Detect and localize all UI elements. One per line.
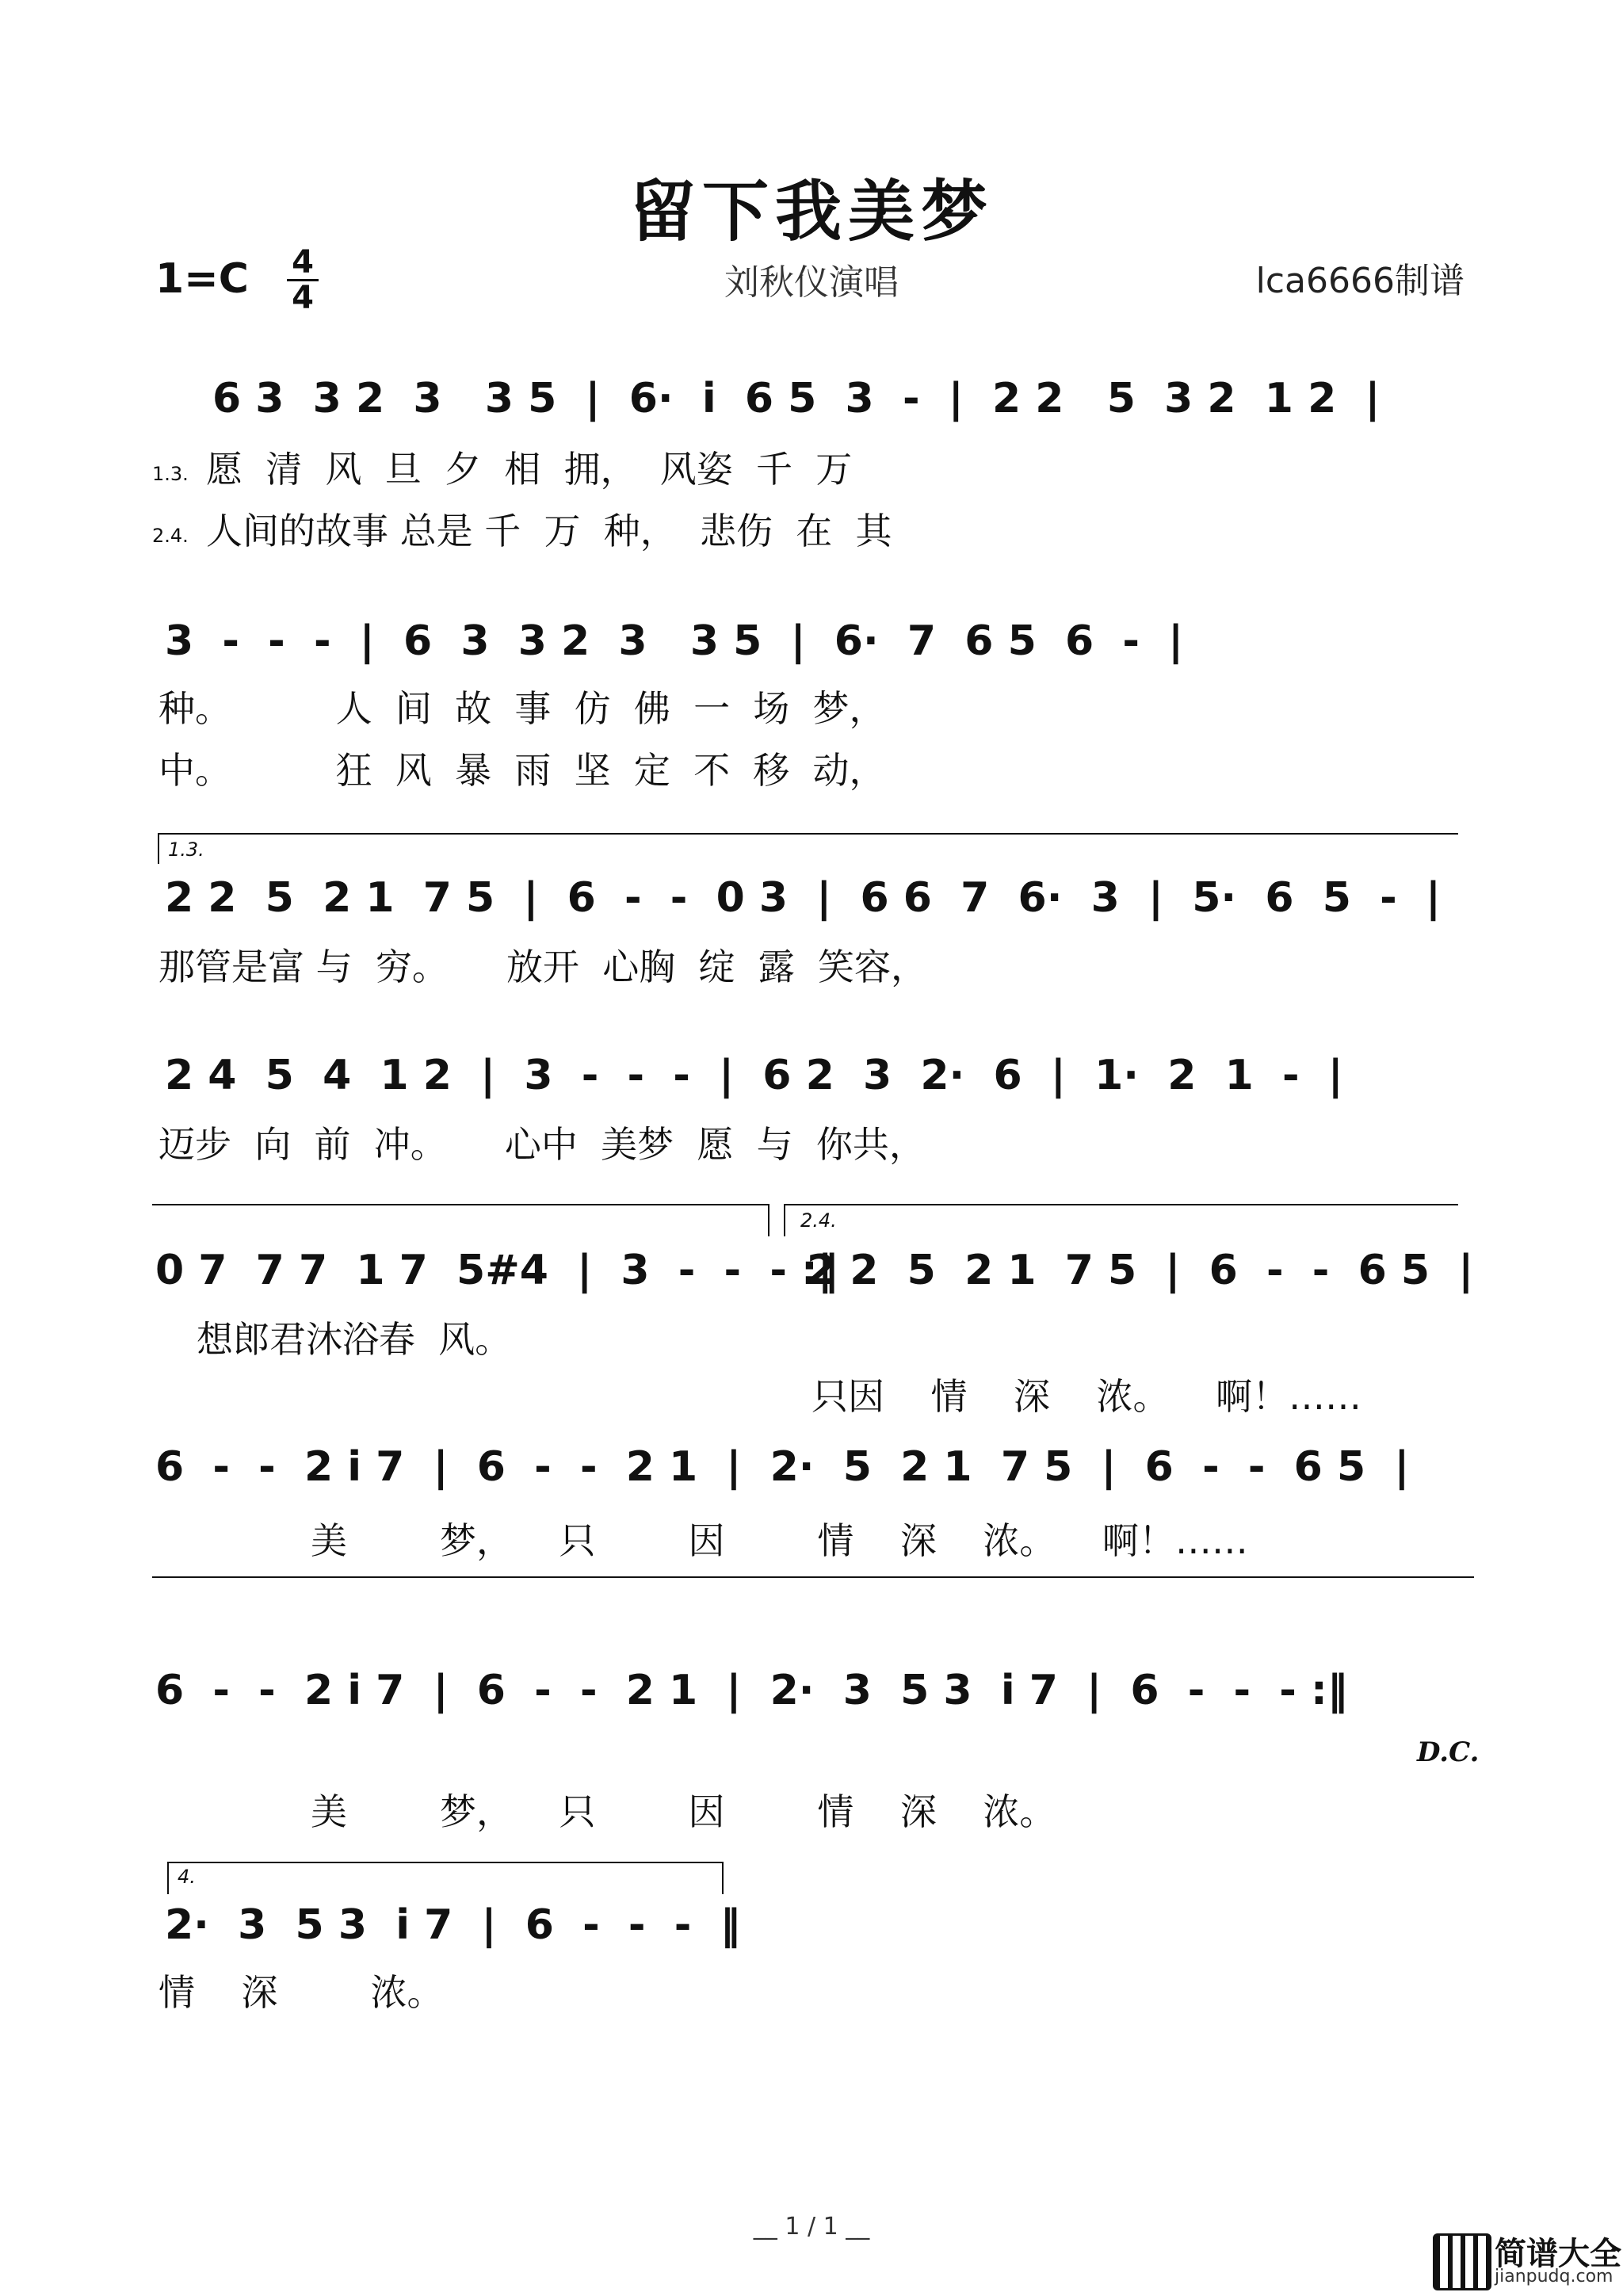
line1-lyrics-a: 愿 清 风 旦 夕 相 拥， 风姿 千 万 bbox=[206, 448, 853, 491]
key-signature: 1=C bbox=[155, 255, 249, 303]
site-logo[interactable] bbox=[1426, 2229, 1621, 2292]
line2-lyrics-a: 种。 人 间 故 事 仿 佛 一 场 梦， bbox=[158, 687, 886, 730]
volta-2-4-label: 2.4. bbox=[800, 1209, 837, 1232]
line8-notes: 2· 3 5 3 i 7 | 6 - - - ‖ bbox=[165, 1901, 741, 1949]
dc-marker: D.C. bbox=[1417, 1736, 1480, 1768]
logo-text: 简谱大全 bbox=[1495, 2236, 1621, 2272]
volta-1-3-bracket bbox=[158, 834, 1458, 864]
time-signature-top: 4 bbox=[292, 244, 314, 281]
line6-lyrics: 美 梦， 只 因 情 深 浓。 啊！…… bbox=[311, 1519, 1248, 1562]
line2-lyrics-b: 中。 狂 风 暴 雨 坚 定 不 移 动， bbox=[158, 749, 886, 792]
line5-lyrics-right: 只因 情 深 浓。 啊！…… bbox=[812, 1375, 1361, 1418]
line7-notes: 6 - - 2 i 7 | 6 - - 2 1 | 2· 3 5 3 i 7 | 6 - - - :‖ bbox=[155, 1667, 1348, 1714]
arranger-credit: lca6666制谱 bbox=[1255, 261, 1465, 301]
time-signature-bottom: 4 bbox=[292, 280, 314, 316]
line3-lyrics: 那管是富 与 穷。 放开 心胸 绽 露 笑容， bbox=[158, 946, 927, 988]
piano-keys-icon bbox=[1433, 2233, 1491, 2290]
line2-notes: 3 - - - | 6 3 3 2 3 3 5 | 6· 7 6 5 6 - | bbox=[165, 617, 1184, 665]
line1-lyrics-b: 人间的故事 总是 千 万 种， 悲伤 在 其 bbox=[206, 510, 892, 552]
volta-2-4-bracket bbox=[785, 1205, 1458, 1236]
volta-repeat-bracket bbox=[152, 1205, 769, 1236]
song-title: 留下我美梦 bbox=[628, 172, 994, 250]
volta-1-3-label: 1.3. bbox=[168, 839, 204, 861]
line8-lyrics: 情 深 浓。 bbox=[158, 1971, 444, 2014]
line5-notes: 0 7 7 7 1 7 5#4 | 3 - - - :‖ bbox=[155, 1247, 838, 1294]
logo-url: jianpudq.com bbox=[1495, 2267, 1613, 2286]
volta-4-bracket bbox=[168, 1862, 723, 1894]
line7-lyrics: 美 梦， 只 因 情 深 浓。 bbox=[311, 1790, 1056, 1833]
line6-notes: 6 - - 2 i 7 | 6 - - 2 1 | 2· 5 2 1 7 5 | 6 - - 6 5 | bbox=[155, 1443, 1410, 1491]
volta-4-label: 4. bbox=[178, 1866, 196, 1888]
singer-credit: 刘秋仪演唱 bbox=[724, 262, 899, 303]
line5-lyrics: 想郎君沐浴春 风。 bbox=[197, 1318, 512, 1361]
line4-notes: 2 4 5 4 1 2 | 3 - - - | 6 2 3 2· 6 | 1· 2 1 - | bbox=[165, 1052, 1343, 1099]
line3-notes: 2 2 5 2 1 7 5 | 6 - - 0 3 | 6 6 7 6· 3 | 5· 6 5 - | bbox=[165, 874, 1441, 922]
line4-lyrics: 迈步 向 前 冲。 心中 美梦 愿 与 你共， bbox=[158, 1123, 926, 1166]
page-number: __ 1 / 1 __ bbox=[753, 2213, 870, 2241]
line1-notes: 6 3 3 2 3 3 5 | 6· i 6 5 3 - | 2 2 5 3 2 1 2 | bbox=[212, 375, 1381, 422]
line1-lyrics-b-marker: 2.4. bbox=[152, 525, 189, 547]
line5-second-notes: 2 2 5 2 1 7 5 | 6 - - 6 5 | bbox=[807, 1247, 1474, 1294]
line1-lyrics-a-marker: 1.3. bbox=[152, 463, 189, 485]
